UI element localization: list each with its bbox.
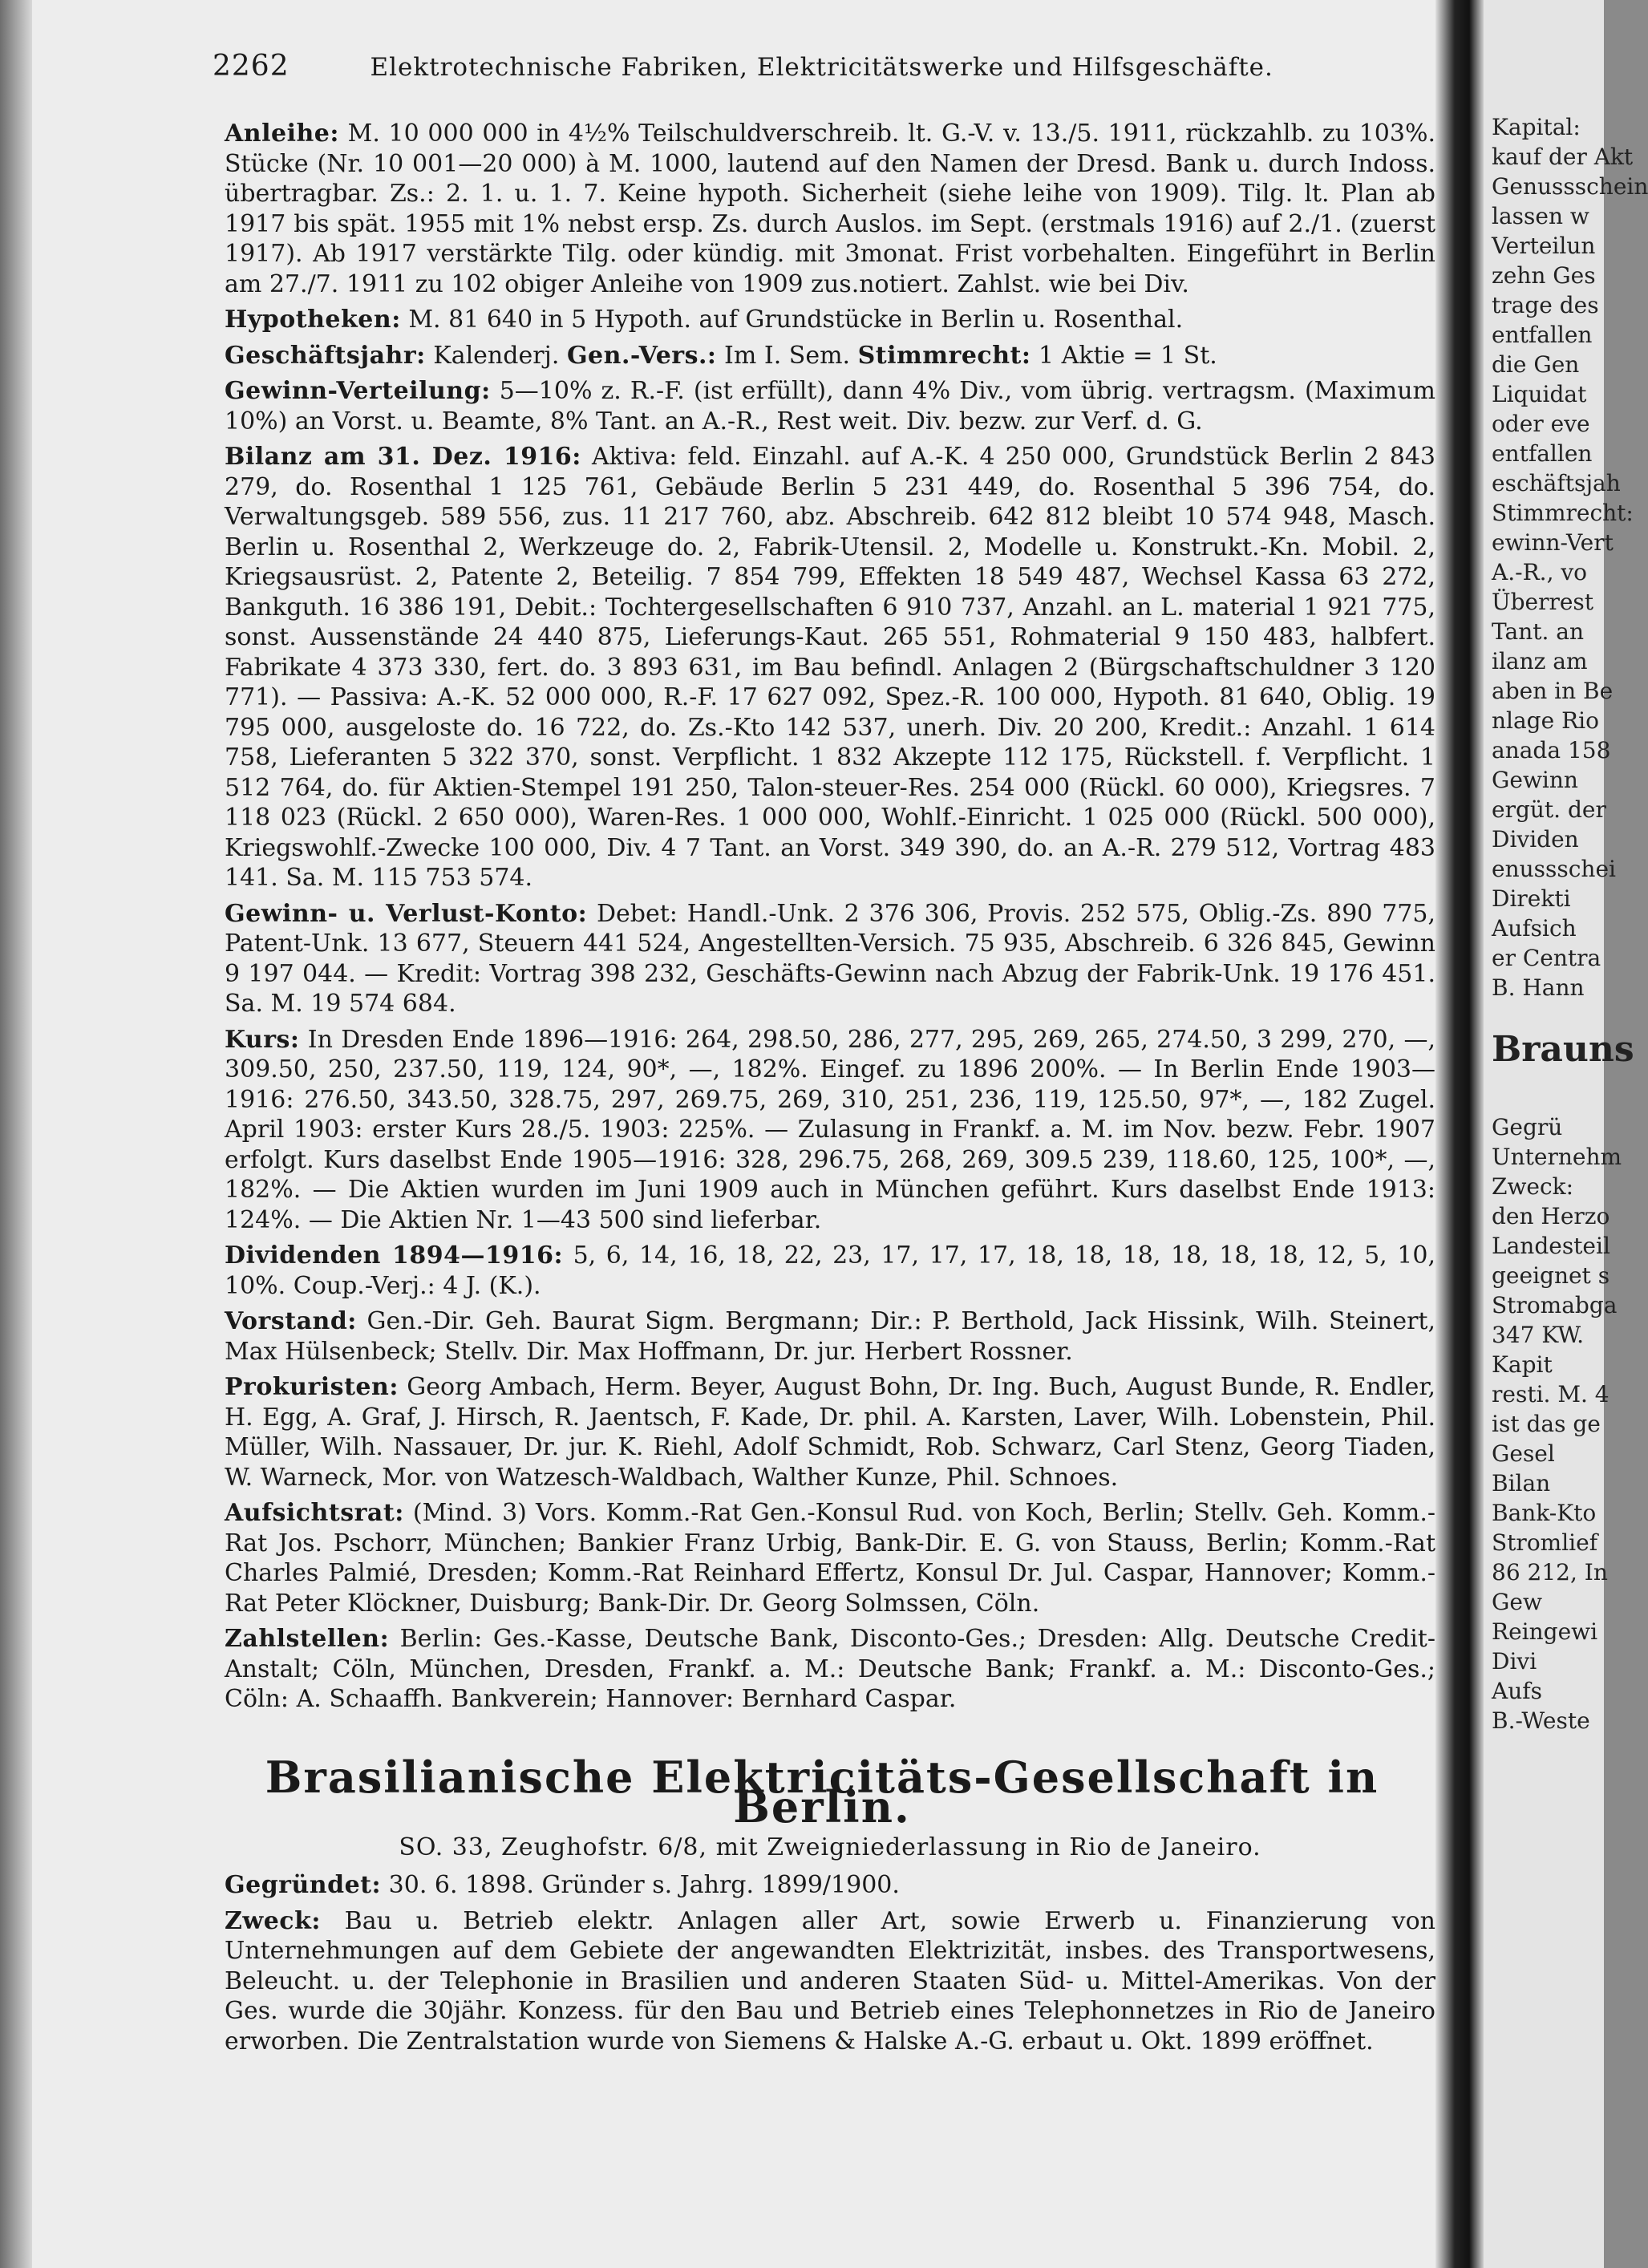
adjacent-fragment: lassen w	[1492, 203, 1589, 229]
section-label: Gewinn-Verteilung:	[225, 377, 491, 405]
page-number: 2262	[213, 50, 290, 83]
adjacent-fragment: ist das ge	[1492, 1411, 1601, 1437]
running-header	[213, 50, 1335, 83]
section-text: 5—10% z. R.-F. (ist erfüllt), dann 4% Div., vom übrig. vertragsm. (Maximum 10%) an Vorst. u. Beamte, 8% Tant. an A.-R., Rest weit. Div. bezw. zur Verf. d. G.	[225, 377, 1435, 435]
section-label: Gen.-Vers.:	[566, 341, 717, 370]
adjacent-fragment: Kapit	[1492, 1351, 1553, 1378]
section-bilanz	[225, 442, 1435, 893]
adjacent-fragment: Aufsich	[1492, 915, 1577, 942]
section-gewinn-verteilung	[225, 376, 1435, 436]
section-label: Zahlstellen:	[225, 1625, 390, 1653]
adjacent-fragment: Zweck:	[1492, 1173, 1574, 1200]
section-label: Geschäftsjahr:	[225, 341, 426, 370]
adjacent-fragment: er Centra	[1492, 945, 1601, 971]
section-gewinn-verlust	[225, 899, 1435, 1019]
section-gegruendet	[225, 1870, 1435, 1901]
section-label: Zweck:	[225, 1906, 321, 1935]
section-text: M. 10 000 000 in 4½% Teilschuldverschreib. lt. G.-V. v. 13./5. 1911, rückzahlb. zu 103%. Stücke (Nr. 10 001—20 000) à M. 1000, lautend auf den Namen der Dresd. Bank u. durch Indoss. übertragbar. Zs.: 2. 1. u. 1. 7. Keine hypoth. Sicherheit (siehe leihe von 1909). Tilg. lt. Plan ab 1917 bis spät. 1955 mit 1% nebst ersp. Zs. durch Auslos. im Sept. (erstmals 1916) auf 2./1. (zuerst 1917). Ab 1917 verstärkte Tilg. oder kündig. mit 3monat. Frist vorbehalten. Eingeführt in Berlin am 27./7. 1911 zu 102 obiger Anleihe von 1909 zus.notiert. Zahlst. wie bei Div.	[225, 119, 1435, 298]
section-label: Stimmrecht:	[857, 341, 1031, 370]
section-label: Anleihe:	[225, 119, 339, 148]
adjacent-fragment: resti. M. 4	[1492, 1381, 1610, 1407]
section-text: Im I. Sem.	[716, 341, 858, 370]
adjacent-fragment: Stromabga	[1492, 1292, 1618, 1318]
adjacent-fragment: kauf der Akt	[1492, 144, 1634, 170]
adjacent-fragment: 86 212, In	[1492, 1559, 1608, 1586]
adjacent-fragment: zehn Ges	[1492, 262, 1596, 289]
section-text: 5, 6, 14, 16, 18, 22, 23, 17, 17, 17, 18, 18, 18, 18, 18, 18, 12, 5, 10, 10%. Coup.-Verj.: 4 J. (K.).	[225, 1241, 1435, 1300]
section-text: Gen.-Dir. Geh. Baurat Sigm. Bergmann; Dir.: P. Berthold, Jack Hissink, Wilh. Steinert, Max Hülsenbeck; Stellv. Dir. Max Hoffmann, Dr. jur. Herbert Rossner.	[225, 1307, 1435, 1366]
running-title: Elektrotechnische Fabriken, Elektricitätswerke und Hilfsgeschäfte.	[370, 53, 1273, 82]
section-zahlstellen	[225, 1624, 1435, 1715]
section-text: Aktiva: feld. Einzahl. auf A.-K. 4 250 000, Grundstück Berlin 2 843 279, do. Rosenthal 1 125 761, Gebäude Berlin 5 231 449, do. Rosenthal 5 396 754, do. Verwaltungsgeb. 589 556, zus. 11 217 760, abz. Abschreib. 642 812 bleibt 10 574 948, Masch. Berlin u. Rosenthal 2, Werkzeuge do. 2, Fabrik-Utensil. 2, Modelle u. Konstrukt.-Kn. Mobil. 2, Kriegsausrüst. 2, Patente 2, Beteilig. 7 854 799, Effekten 18 549 487, Wechsel Kassa 63 272, Bankguth. 16 386 191, Debit.: Tochtergesellschaften 6 910 737, Anzahl. an L. material 1 921 775, sonst. Aussenstände 24 440 875, Lieferungs-Kaut. 265 551, Rohmaterial 9 150 483, halbfert. Fabrikate 4 373 330, fert. do. 3 893 631, im Bau befindl. Anlagen 2 (Bürgschaftschuldner 3 120 771). — Passiva: A.-K. 52 000 000, R.-F. 17 627 092, Spez.-R. 100 000, Hypoth. 81 640, Oblig. 19 795 000, ausgeloste do. 16 722, do. Zs.-Kto 142 537, unerh. Div. 20 200, Kredit.: Anzahl. 1 614 758, Lieferanten 5 322 370, sonst. Verpflicht. 1 832 Akzepte 112 175, Rückstell. f. Verpflicht. 1 512 764, do. für Aktien-Stempel 191 250, Talon-steuer-Res. 254 000 (Rückl. 60 000), Kriegsres. 7 118 023 (Rückl. 2 650 000), Waren-Res. 1 000 000, Wohlf.-Einricht. 1 025 000 (Rückl. 500 000), Kriegswohlf.-Zwecke 100 000, Div. 4 7 Tant. an Vorst. 349 390, do. an A.-R. 279 512, Vortrag 483 141. Sa. M. 115 753 574.	[225, 443, 1435, 892]
adjacent-fragment: entfallen	[1492, 322, 1593, 348]
adjacent-fragment: trage des	[1492, 292, 1599, 318]
adjacent-fragment: A.-R., vo	[1492, 559, 1588, 585]
adjacent-fragment: Dividen	[1492, 826, 1579, 853]
adjacent-fragment: Bilan	[1492, 1470, 1551, 1496]
section-label: Aufsichtsrat:	[225, 1499, 404, 1527]
section-text: M. 81 640 in 5 Hypoth. auf Grundstücke in Berlin u. Rosenthal.	[400, 306, 1184, 334]
section-text: 1 Aktie = 1 St.	[1031, 341, 1217, 370]
adjacent-fragment: enussschei	[1492, 856, 1616, 882]
section-hypotheken	[225, 305, 1435, 335]
company-title: Brasilianische Elektricitäts-Gesellschaft in Berlin.	[265, 1751, 1379, 1833]
page-edge-shadow	[0, 0, 32, 2268]
adjacent-fragment: Gewinn	[1492, 767, 1578, 793]
section-geschaeftsjahr	[225, 341, 1435, 371]
adjacent-fragment: die Gen	[1492, 351, 1580, 378]
adjacent-fragment: nlage Rio	[1492, 707, 1599, 734]
adjacent-fragment: Bank-Kto	[1492, 1500, 1597, 1526]
adjacent-fragment: oder eve	[1492, 411, 1590, 437]
section-label: Bilanz am 31. Dez. 1916:	[225, 443, 581, 471]
section-text: In Dresden Ende 1896—1916: 264, 298.50, 286, 277, 295, 269, 265, 274.50, 3 299, 270, —, 309.50, 250, 237.50, 119, 124, 90*, —, 182%. Eingef. zu 1896 200%. — In Berlin Ende 1903—1916: 276.50, 343.50, 328.75, 297, 269.75, 269, 310, 251, 236, 119, 125.50, 97*, —, 182 Zugel. April 1903: erster Kurs 28./5. 1903: 225%. — Zulasung in Frankf. a. M. im Nov. bezw. Febr. 1907 erfolgt. Kurs daselbst Ende 1905—1916: 328, 296.75, 268, 269, 309.5 239, 118.60, 125, 100*, —, 182%. — Die Aktien wurden im Juni 1909 auch in München geführt. Kurs daselbst Ende 1913: 124%. — Die Aktien Nr. 1—43 500 sind lieferbar.	[225, 1025, 1435, 1234]
adjacent-fragment: Gegrü	[1492, 1114, 1563, 1140]
company-address: SO. 33, Zeughofstr. 6/8, mit Zweigniederlassung in Rio de Janeiro.	[399, 1833, 1261, 1861]
adjacent-fragment: anada 158	[1492, 737, 1611, 763]
section-label: Gegründet:	[225, 1871, 382, 1899]
section-zweck	[225, 1906, 1435, 2057]
adjacent-fragment: Gesel	[1492, 1440, 1555, 1467]
adjacent-fragment: eschäftsjah	[1492, 470, 1621, 496]
section-label: Kurs:	[225, 1025, 300, 1054]
adjacent-fragment: Aufs	[1492, 1678, 1542, 1704]
section-anleihe	[225, 119, 1435, 299]
section-text: Debet: Handl.-Unk. 2 376 306, Provis. 252 575, Oblig.-Zs. 890 775, Patent-Unk. 13 677, Steuern 441 524, Angestellten-Versich. 75 935, Abschreib. 6 326 845, Gewinn 9 197 044. — Kredit: Vortrag 398 232, Geschäfts-Gewinn nach Abzug der Fabrik-Unk. 19 176 451. Sa. M. 19 574 684.	[225, 899, 1435, 1018]
adjacent-fragment: B.-Weste	[1492, 1707, 1590, 1734]
adjacent-fragment: Unternehm	[1492, 1144, 1622, 1170]
adjacent-fragment: Stromlief	[1492, 1529, 1598, 1556]
adjacent-fragment: Stimmrecht:	[1492, 500, 1634, 526]
adjacent-fragment: Landesteil	[1492, 1233, 1610, 1259]
section-prokuristen	[225, 1372, 1435, 1492]
adjacent-fragment: geeignet s	[1492, 1262, 1610, 1289]
section-text: 30. 6. 1898. Gründer s. Jahrg. 1899/1900.	[381, 1871, 900, 1899]
adjacent-fragment: ilanz am	[1492, 648, 1588, 674]
section-kurs	[225, 1025, 1435, 1236]
section-text: (Mind. 3) Vors. Komm.-Rat Gen.-Konsul Rud. von Koch, Berlin; Stellv. Geh. Komm.-Rat Jos. Pschorr, München; Bankier Franz Urbig, Bank-Dir. E. G. von Stauss, Berlin; Komm.-Rat Charles Palmié, Dresden; Komm.-Rat Reinhard Effertz, Konsul Dr. Jul. Caspar, Hannover; Komm.-Rat Peter Klöckner, Duisburg; Bank-Dir. Dr. Georg Solmssen, Cöln.	[225, 1499, 1435, 1618]
section-label: Gewinn- u. Verlust-Konto:	[225, 899, 588, 928]
section-dividenden	[225, 1241, 1435, 1301]
adjacent-page	[1484, 0, 1648, 2268]
section-aufsichtsrat	[225, 1498, 1435, 1618]
adjacent-fragment: 347 KW.	[1492, 1322, 1585, 1348]
adjacent-fragment: Verteilun	[1492, 233, 1596, 259]
section-label: Dividenden 1894—1916:	[225, 1241, 564, 1270]
section-label: Vorstand:	[225, 1307, 357, 1335]
adjacent-page-text	[1484, 0, 1648, 1735]
adjacent-fragment: Divi	[1492, 1648, 1537, 1675]
adjacent-fragment: B. Hann	[1492, 974, 1585, 1001]
adjacent-fragment: Brauns	[1492, 1029, 1634, 1070]
adjacent-fragment: Tant. an	[1492, 618, 1585, 645]
adjacent-fragment: ewinn-Vert	[1492, 529, 1614, 556]
adjacent-fragment: entfallen	[1492, 440, 1593, 467]
adjacent-fragment: Liquidat	[1492, 381, 1587, 407]
adjacent-fragment: Kapital:	[1492, 114, 1581, 140]
section-label: Prokuristen:	[225, 1373, 399, 1401]
section-text: Georg Ambach, Herm. Beyer, August Bohn, Dr. Ing. Buch, August Bunde, R. Endler, H. Egg, A. Graf, J. Hirsch, R. Jaentsch, F. Kade, Dr. phil. A. Karsten, Laver, Wilh. Lobenstein, Phil. Müller, Wilh. Nassauer, Dr. jur. K. Riehl, Adolf Schmidt, Rob. Schwarz, Carl Stenz, Georg Tiaden, W. Warneck, Mor. von Watzesch-Waldbach, Walther Kunze, Phil. Schnoes.	[225, 1373, 1435, 1492]
adjacent-fragment: Genussschein	[1492, 173, 1648, 200]
adjacent-fragment: Reingewi	[1492, 1618, 1598, 1645]
book-spine-gutter	[1435, 0, 1484, 2268]
section-text: Bau u. Betrieb elektr. Anlagen aller Art, sowie Erwerb u. Finanzierung von Unternehmungen auf dem Gebiete der angewandten Elektrizität, insbes. des Transportwesens, Beleucht. u. der Telephonie in Brasilien und anderen Staaten Süd- u. Mittel-Amerikas. Von der Ges. wurde die 30jähr. Konzess. für den Bau und Betrieb eines Telephonnetzes in Rio de Janeiro erworben. Die Zentralstation wurde von Siemens & Halske A.-G. erbaut u. Okt. 1899 eröffnet.	[225, 1906, 1435, 2055]
section-label: Hypotheken:	[225, 306, 401, 334]
main-text	[225, 119, 1435, 2062]
adjacent-fragment: Direkti	[1492, 885, 1571, 912]
adjacent-fragment: aben in Be	[1492, 678, 1614, 704]
adjacent-fragment: Überrest	[1492, 589, 1594, 615]
section-text: Kalenderj.	[425, 341, 567, 370]
adjacent-fragment: Gew	[1492, 1589, 1542, 1615]
adjacent-fragment: ergüt. der	[1492, 796, 1606, 823]
section-vorstand	[225, 1306, 1435, 1367]
adjacent-fragment: den Herzo	[1492, 1203, 1610, 1229]
section-text: Berlin: Ges.-Kasse, Deutsche Bank, Disconto-Ges.; Dresden: Allg. Deutsche Credit-Anstalt; Cöln, München, Dresden, Frankf. a. M.: Deutsche Bank; Frankf. a. M.: Disconto-Ges.; Cöln: A. Schaaffh. Bankverein; Hannover: Bernhard Caspar.	[225, 1625, 1435, 1713]
